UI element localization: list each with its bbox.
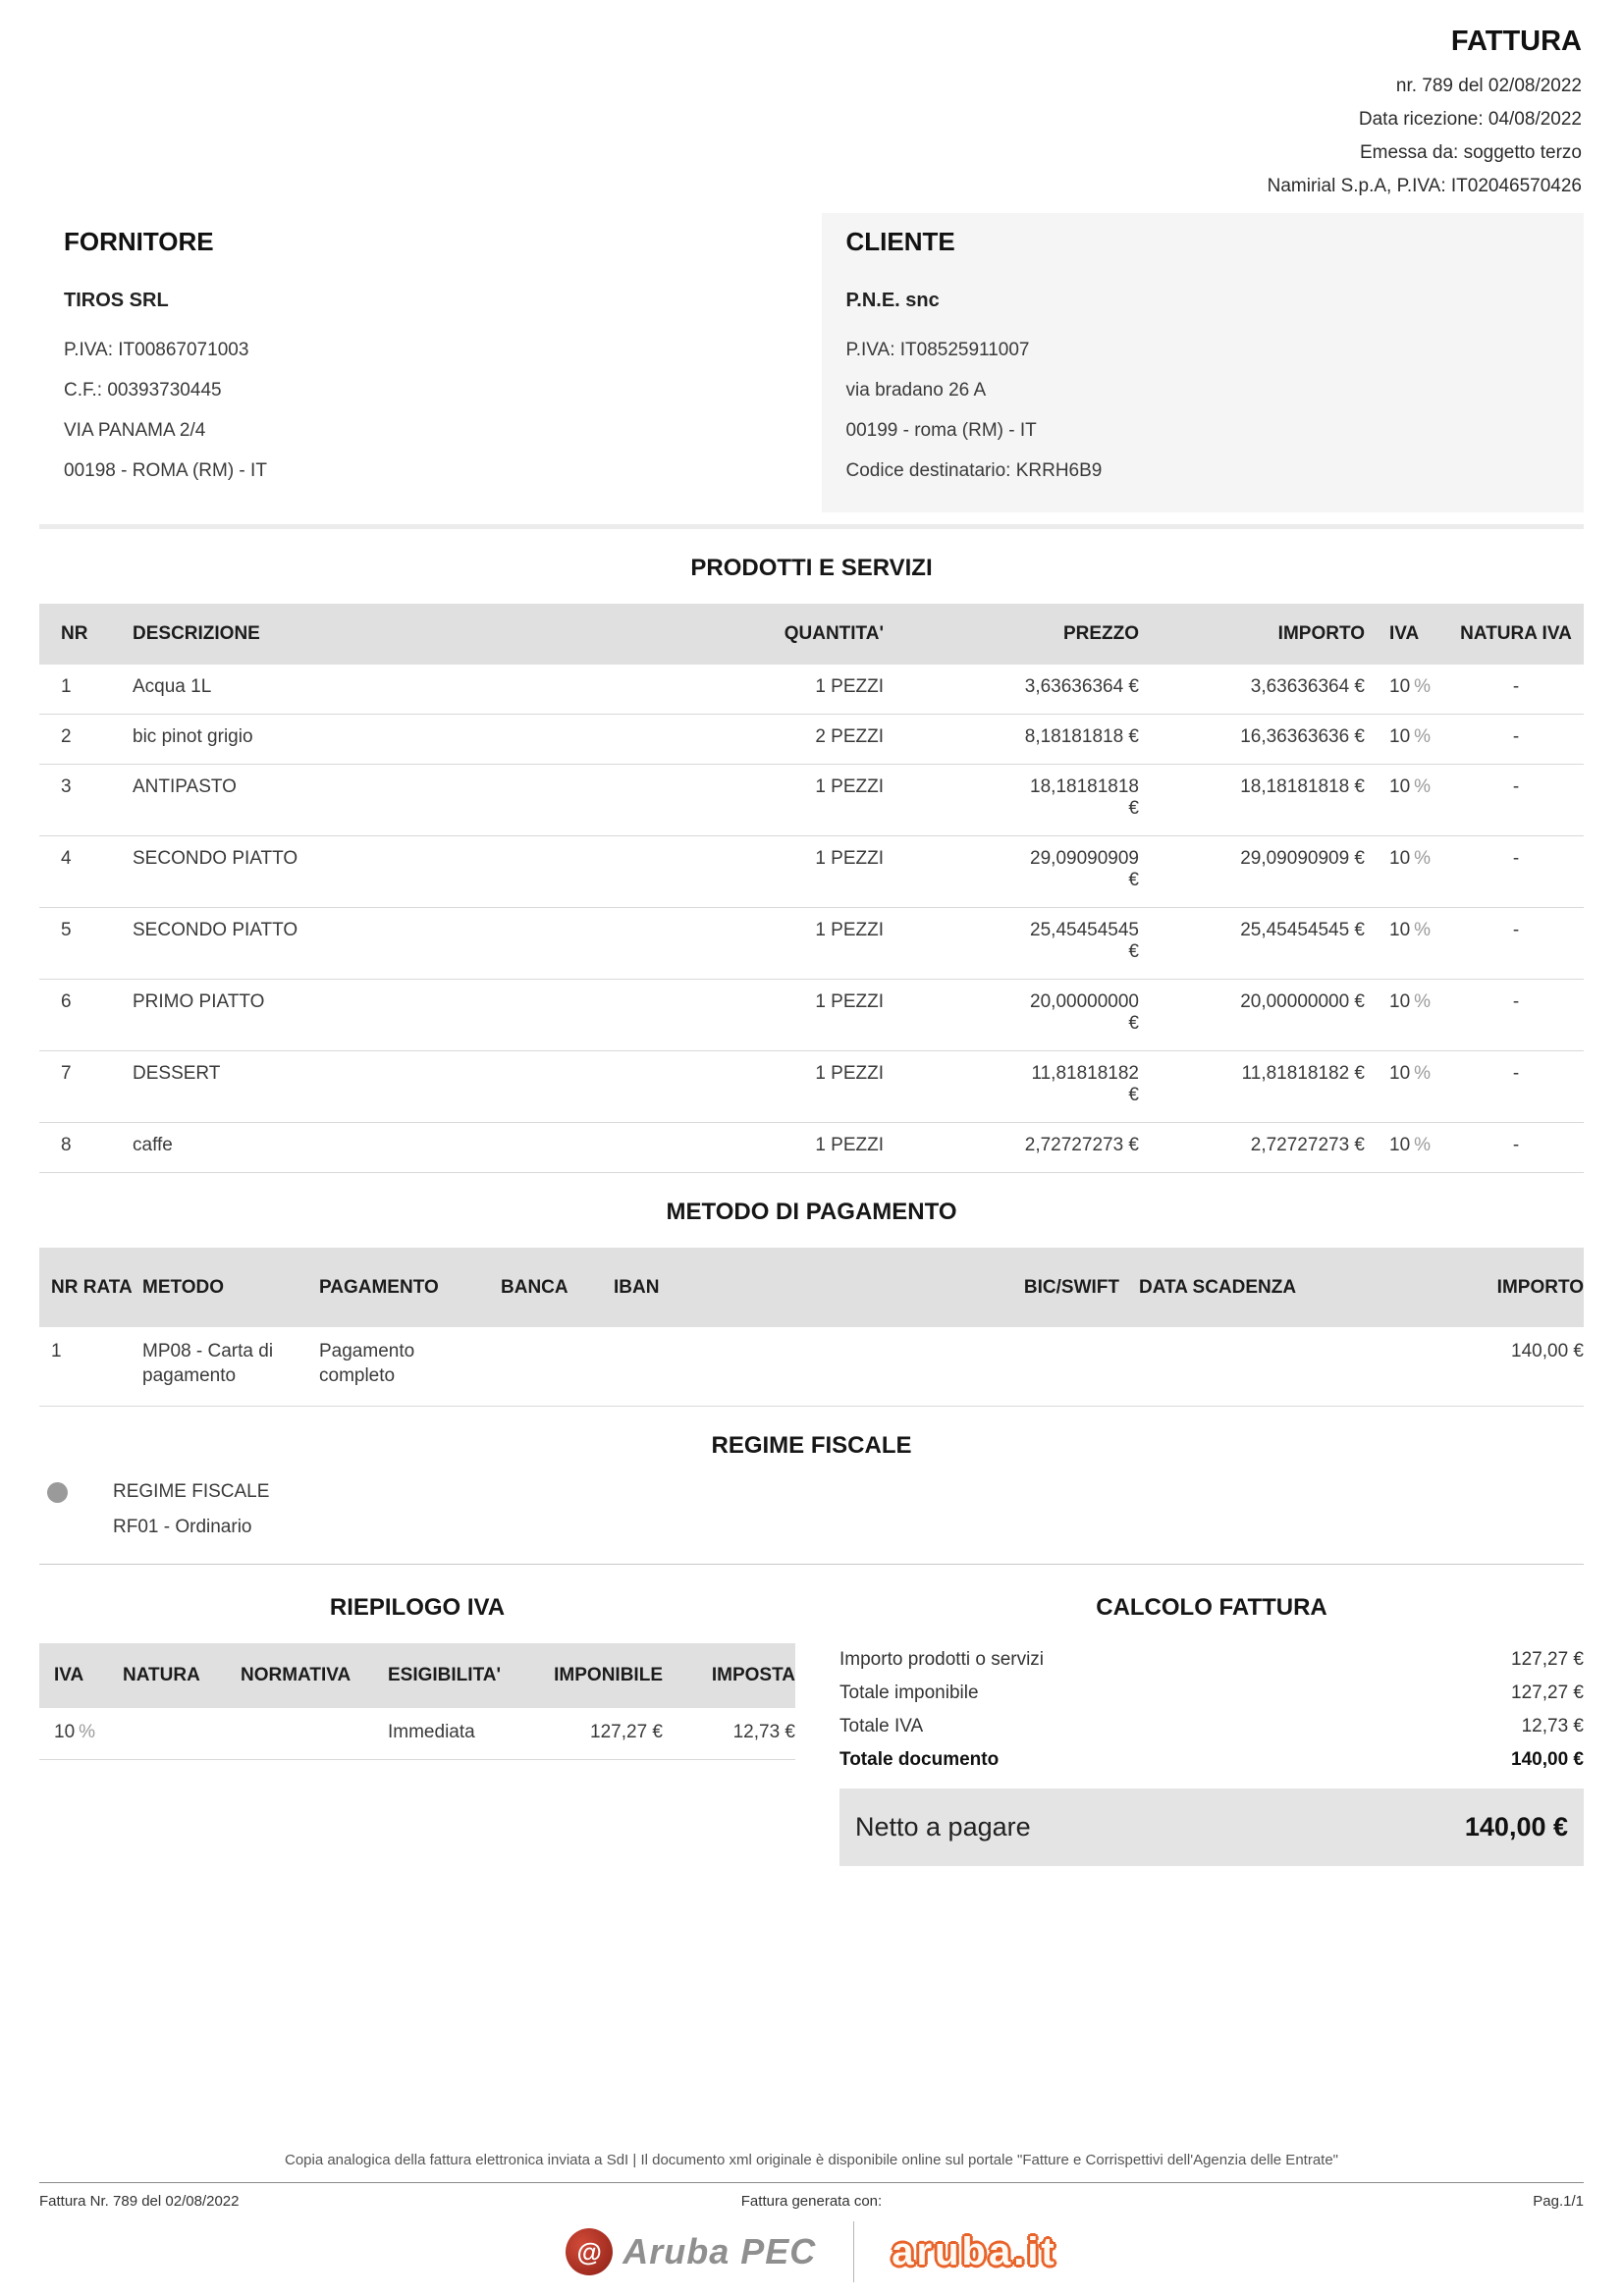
totals-label: Totale IVA (839, 1716, 924, 1736)
totals-value: 127,27 € (1511, 1682, 1584, 1703)
percent-sign: % (1414, 1135, 1432, 1155)
product-nr: 7 (39, 1051, 133, 1123)
supplier-vat: P.IVA: IT00867071003 (64, 340, 249, 360)
logo-divider (853, 2221, 854, 2282)
percent-sign: % (1414, 848, 1432, 869)
supplier-city: 00198 - ROMA (RM) - IT (64, 460, 267, 481)
supplier-heading: FORNITORE (64, 227, 214, 256)
net-payable-value: 140,00 € (1464, 1812, 1568, 1842)
product-vat-nature: - (1448, 665, 1584, 715)
product-vat-nature: - (1448, 715, 1584, 765)
aruba-it-logo: aruba.it (892, 2229, 1057, 2273)
col-header-pagamento: PAGAMENTO (319, 1248, 501, 1327)
product-vat-nature: - (1448, 980, 1584, 1051)
vat-summary-table (39, 1643, 795, 1760)
product-price: 29,09090909 € (1030, 848, 1139, 890)
totals-value: 140,00 € (1511, 1749, 1584, 1770)
col-header-bic-swift: BIC/SWIFT (1006, 1248, 1119, 1327)
footer-invoice-ref: Fattura Nr. 789 del 02/08/2022 (39, 2193, 240, 2210)
totals-value: 12,73 € (1521, 1716, 1584, 1736)
product-row (39, 908, 1584, 980)
col-header-importo: IMPORTO (1330, 1248, 1584, 1327)
invoice-totals-panel (839, 1569, 1584, 1866)
regime-value: RF01 - Ordinario (113, 1517, 252, 1537)
product-nr: 8 (39, 1123, 133, 1173)
product-row (39, 665, 1584, 715)
payment-type: Pagamento completo (319, 1327, 501, 1407)
aruba-pec-seal-icon: @ (566, 2228, 613, 2275)
regime-divider-line (39, 1564, 1584, 1565)
payment-table-header (39, 1248, 1584, 1327)
product-price: 20,00000000 € (1030, 991, 1139, 1034)
product-amount: 11,81818182 € (1139, 1051, 1365, 1123)
customer-recipient-code: Codice destinatario: KRRH6B9 (845, 460, 1103, 481)
col-header-natura: NATURA (123, 1643, 241, 1708)
totals-row (839, 1643, 1584, 1677)
col-header-data-scadenza: DATA SCADENZA (1119, 1248, 1330, 1327)
product-vat-rate: 10 % (1365, 1123, 1448, 1173)
intermediary-line: Namirial S.p.A, P.IVA: IT02046570426 (1267, 176, 1582, 196)
customer-address: via bradano 26 A (845, 380, 987, 400)
net-payable-bar (839, 1789, 1584, 1866)
product-amount: 29,09090909 € (1139, 836, 1365, 908)
col-header-imposta: IMPOSTA (663, 1643, 795, 1708)
product-vat-rate: 10 % (1365, 836, 1448, 908)
footer-divider-line (39, 2182, 1584, 2183)
product-amount: 25,45454545 € (1139, 908, 1365, 980)
product-row (39, 715, 1584, 765)
product-nr: 5 (39, 908, 133, 980)
totals-value: 127,27 € (1511, 1649, 1584, 1670)
product-quantity: 1 PEZZI (682, 665, 884, 715)
col-header-quantita: QUANTITA' (682, 604, 884, 665)
product-quantity: 1 PEZZI (682, 1123, 884, 1173)
col-header-imponibile: IMPONIBILE (530, 1643, 663, 1708)
product-price: 25,45454545 € (1030, 920, 1139, 962)
product-price: 3,63636364 € (1024, 676, 1139, 697)
product-row (39, 1051, 1584, 1123)
product-description: caffe (133, 1123, 682, 1173)
product-row (39, 836, 1584, 908)
footer-info-row (39, 2193, 1584, 2210)
page-footer (39, 2152, 1584, 2286)
product-quantity: 2 PEZZI (682, 715, 884, 765)
percent-sign: % (1414, 920, 1432, 940)
supplier-name: TIROS SRL (64, 290, 169, 311)
products-table-header (39, 604, 1584, 665)
col-header-nr: NR (39, 604, 133, 665)
product-vat-rate: 10 % (1365, 908, 1448, 980)
customer-heading: CLIENTE (845, 227, 955, 256)
product-description: DESSERT (133, 1051, 682, 1123)
section-divider-strip (39, 524, 1584, 529)
product-vat-rate: 10 % (1365, 765, 1448, 836)
payment-bank (501, 1327, 614, 1407)
vat-regulation (241, 1708, 388, 1760)
product-quantity: 1 PEZZI (682, 765, 884, 836)
product-nr: 1 (39, 665, 133, 715)
product-row (39, 980, 1584, 1051)
product-amount: 16,36363636 € (1139, 715, 1365, 765)
receipt-date-line: Data ricezione: 04/08/2022 (1358, 109, 1582, 130)
product-vat-nature: - (1448, 1123, 1584, 1173)
col-header-banca: BANCA (501, 1248, 614, 1327)
col-header-iva: IVA (1365, 604, 1448, 665)
product-price: 18,18181818 € (1030, 776, 1139, 819)
percent-sign: % (1414, 991, 1432, 1012)
product-quantity: 1 PEZZI (682, 980, 884, 1051)
payment-iban (614, 1327, 1006, 1407)
payment-due-date (1119, 1327, 1330, 1407)
vat-summary-row (39, 1708, 795, 1760)
regime-label: REGIME FISCALE (113, 1481, 270, 1502)
col-header-iva: IVA (39, 1643, 123, 1708)
invoice-number-line: nr. 789 del 02/08/2022 (1395, 76, 1582, 96)
product-row (39, 765, 1584, 836)
customer-vat: P.IVA: IT08525911007 (845, 340, 1030, 360)
net-payable-label: Netto a pagare (855, 1812, 1031, 1842)
payment-method: MP08 - Carta di pagamento (142, 1327, 319, 1407)
supplier-fiscal-code: C.F.: 00393730445 (64, 380, 222, 400)
product-amount: 2,72727273 € (1139, 1123, 1365, 1173)
product-quantity: 1 PEZZI (682, 908, 884, 980)
product-amount: 18,18181818 € (1139, 765, 1365, 836)
issuer-line: Emessa da: soggetto terzo (1359, 142, 1582, 163)
product-price: 2,72727273 € (1024, 1135, 1139, 1155)
document-title: FATTURA (1450, 26, 1582, 57)
col-header-natura-iva: NATURA IVA (1448, 604, 1584, 665)
product-nr: 3 (39, 765, 133, 836)
regime-section-title: REGIME FISCALE (711, 1432, 912, 1459)
supplier-box (39, 213, 802, 512)
col-header-descrizione: DESCRIZIONE (133, 604, 682, 665)
product-vat-rate: 10 % (1365, 980, 1448, 1051)
vat-taxable: 127,27 € (530, 1708, 663, 1760)
product-description: Acqua 1L (133, 665, 682, 715)
supplier-address: VIA PANAMA 2/4 (64, 420, 206, 441)
payment-row (39, 1327, 1584, 1407)
percent-sign: % (1414, 1063, 1432, 1084)
vat-summary-panel (39, 1569, 795, 1866)
vat-tax: 12,73 € (663, 1708, 795, 1760)
footer-generated-with: Fattura generata con: (740, 2193, 883, 2210)
col-header-prezzo: PREZZO (884, 604, 1139, 665)
col-header-importo: IMPORTO (1139, 604, 1365, 665)
col-header-normativa: NORMATIVA (241, 1643, 388, 1708)
summary-section (39, 1569, 1584, 1866)
aruba-pec-logo (566, 2228, 816, 2275)
regime-label-row (39, 1481, 1584, 1503)
document-header (0, 0, 1623, 203)
vat-summary-table-header (39, 1643, 795, 1708)
product-amount: 3,63636364 € (1139, 665, 1365, 715)
vat-rate: 10 % (39, 1708, 123, 1760)
payment-amount: 140,00 € (1330, 1327, 1584, 1407)
payment-bic-swift (1006, 1327, 1119, 1407)
product-description: SECONDO PIATTO (133, 836, 682, 908)
product-vat-nature: - (1448, 836, 1584, 908)
parties-section (39, 213, 1584, 512)
percent-sign: % (1414, 676, 1432, 697)
totals-row (839, 1677, 1584, 1710)
product-vat-rate: 10 % (1365, 1051, 1448, 1123)
col-header-iban: IBAN (614, 1248, 1006, 1327)
vat-summary-title: RIEPILOGO IVA (329, 1594, 506, 1621)
product-nr: 2 (39, 715, 133, 765)
product-vat-nature: - (1448, 1051, 1584, 1123)
footer-disclaimer: Copia analogica della fattura elettronica inviata a SdI | Il documento xml originale è disponibile online sul portale "Fatture e Corrispettivi dell'Agenzia delle Entrate" (284, 2152, 1338, 2168)
aruba-pec-logo-text: Aruba PEC (622, 2231, 817, 2271)
footer-logos (39, 2217, 1584, 2286)
product-row (39, 1123, 1584, 1173)
percent-sign: % (1414, 726, 1432, 747)
product-amount: 20,00000000 € (1139, 980, 1365, 1051)
vat-nature (123, 1708, 241, 1760)
product-description: PRIMO PIATTO (133, 980, 682, 1051)
payment-section-title: METODO DI PAGAMENTO (666, 1199, 957, 1225)
totals-label: Totale documento (839, 1749, 1000, 1770)
product-nr: 6 (39, 980, 133, 1051)
percent-sign: % (79, 1722, 96, 1742)
products-table (39, 604, 1584, 1173)
col-header-metodo: METODO (142, 1248, 319, 1327)
products-section-title: PRODOTTI E SERVIZI (690, 555, 933, 581)
product-vat-nature: - (1448, 908, 1584, 980)
invoice-totals-title: CALCOLO FATTURA (1096, 1594, 1327, 1621)
product-nr: 4 (39, 836, 133, 908)
product-price: 8,18181818 € (1024, 726, 1139, 747)
customer-box (822, 213, 1585, 512)
product-description: bic pinot grigio (133, 715, 682, 765)
regime-bullet-icon (47, 1482, 68, 1503)
totals-row-document-total (839, 1743, 1584, 1777)
totals-label: Importo prodotti o servizi (839, 1649, 1045, 1670)
product-price: 11,81818182 € (1031, 1063, 1139, 1105)
totals-label: Totale imponibile (839, 1682, 979, 1703)
payment-table (39, 1248, 1584, 1407)
product-description: SECONDO PIATTO (133, 908, 682, 980)
customer-name: P.N.E. snc (845, 290, 940, 311)
product-vat-nature: - (1448, 765, 1584, 836)
product-description: ANTIPASTO (133, 765, 682, 836)
vat-payability: Immediata (388, 1708, 530, 1760)
totals-row (839, 1710, 1584, 1743)
product-vat-rate: 10 % (1365, 665, 1448, 715)
product-quantity: 1 PEZZI (682, 1051, 884, 1123)
percent-sign: % (1414, 776, 1432, 797)
payment-installment-nr: 1 (39, 1327, 142, 1407)
product-vat-rate: 10 % (1365, 715, 1448, 765)
col-header-nr-rata: NR RATA (39, 1248, 142, 1327)
col-header-esigibilita: ESIGIBILITA' (388, 1643, 530, 1708)
footer-page-number: Pag.1/1 (1533, 2193, 1584, 2210)
customer-city: 00199 - roma (RM) - IT (845, 420, 1037, 441)
product-quantity: 1 PEZZI (682, 836, 884, 908)
